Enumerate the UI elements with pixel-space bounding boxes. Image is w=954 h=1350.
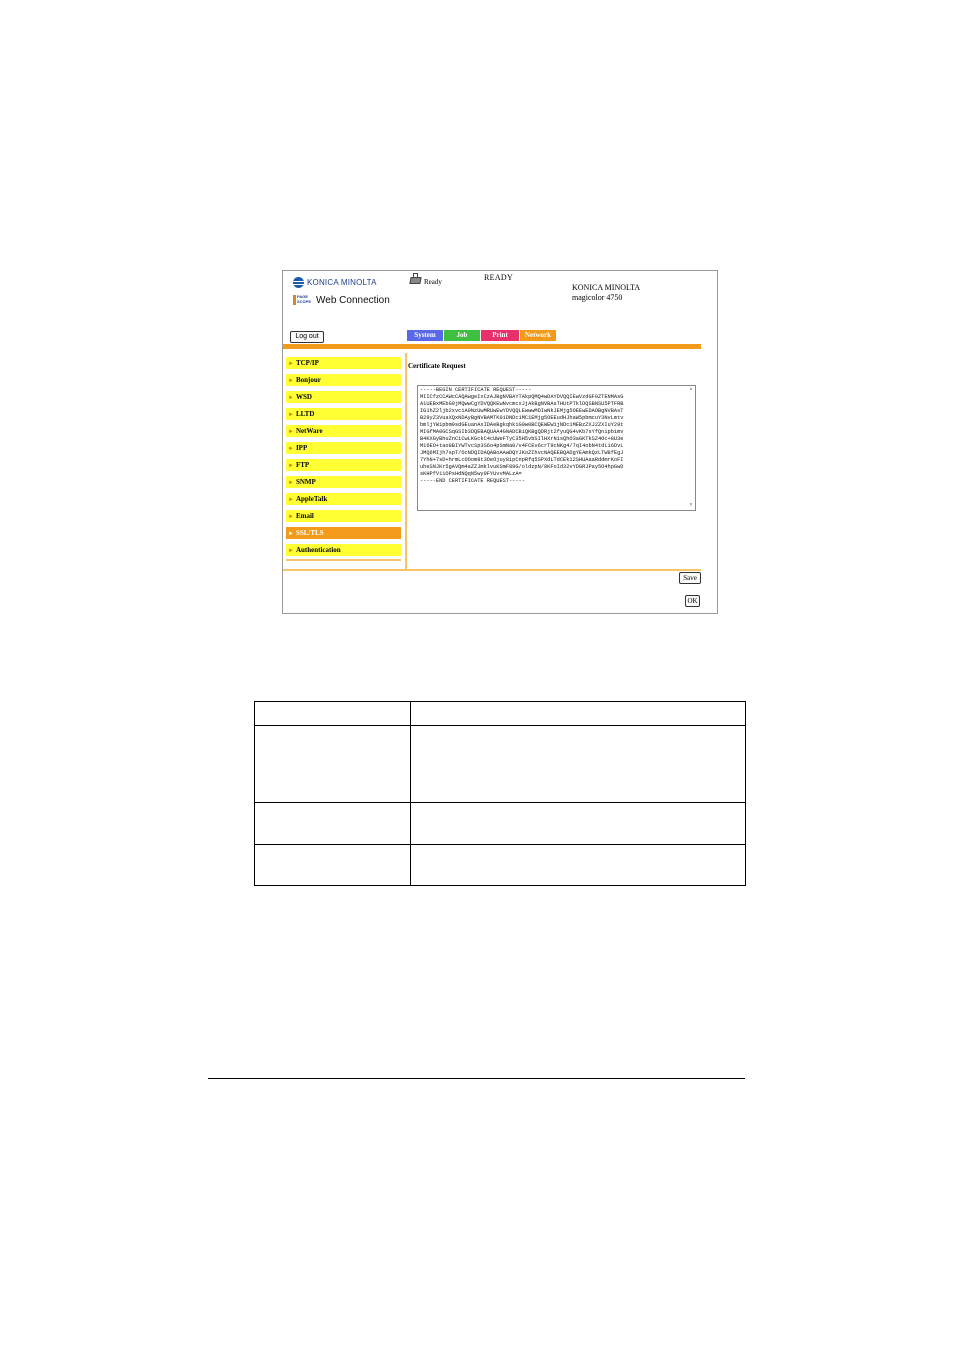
scroll-down-icon[interactable]: ▼	[688, 503, 694, 508]
table-row	[255, 803, 746, 845]
product-name: Web Connection	[316, 294, 390, 306]
printer-status-icon	[409, 273, 422, 286]
cert-line: A1UEBxMEbG9jMQwwCgYDVQQKEwNvcmcxJjAkBgNVBAsTHUtPTklDQSBNSU5PTFRB	[420, 401, 624, 407]
sidebar-item-bonjour[interactable]	[286, 374, 401, 386]
certificate-text	[420, 387, 623, 485]
save-button[interactable]: Save	[679, 572, 701, 584]
brand-name: KONICA MINOLTA	[307, 277, 377, 287]
header-divider	[283, 344, 701, 349]
cert-line: MIGfMA0GCSqGSIb3DQEBAQUAA4GNADCBiQKBgQDRjt2fyuQG4vKb7sYfQnipbimv	[420, 429, 624, 435]
sidebar-item-ftp[interactable]	[286, 459, 401, 471]
status-text: Ready	[424, 277, 442, 286]
sidebar-item-ssl-tls[interactable]	[286, 527, 401, 539]
table-cell	[411, 803, 746, 845]
sidebar-item-label: TCP/IP	[295, 359, 319, 367]
product-logo	[293, 293, 390, 307]
sidebar-item-ipp[interactable]	[286, 442, 401, 454]
sidebar-item-label: NetWare	[295, 427, 323, 435]
web-connection-screenshot	[282, 270, 718, 614]
arrow-right-icon: ►	[288, 548, 294, 554]
panel-status: READY	[484, 273, 514, 282]
device-model: magicolor 4750	[572, 293, 623, 302]
cert-line: sKHPfV11OPsHdNQqN5wy9FYUvvMALzA=	[420, 471, 522, 477]
sidebar-item-label: Email	[295, 512, 314, 520]
sidebar-item-tcpip[interactable]	[286, 357, 401, 369]
arrow-right-icon: ►	[288, 412, 294, 418]
sidebar-item-snmp[interactable]	[286, 476, 401, 488]
cert-line: MIICfzCCAWcCAQAwgeIxCzAJBgNVBAYTAkpQMQ4wDAYDVQQIEwVzdGF0ZTENMAsG	[420, 394, 624, 400]
cert-line: IG1hZ2ljb2xvciA0NzUwMRUwEwYDVQQLEwwwMDIwNkJEMjg5OEEwEDAOBgNVBAsT	[420, 408, 624, 414]
main-tabs	[407, 330, 557, 341]
scroll-up-icon[interactable]: ▲	[688, 387, 694, 392]
table-cell	[255, 726, 411, 803]
certificate-request-textarea[interactable]	[417, 385, 696, 511]
arrow-right-icon: ►	[288, 514, 294, 520]
table-cell	[255, 845, 411, 886]
cert-line: B4KXGyBhuZnCiCwLKGckC4cUWeFTyC35H5vbSIlHXrN1sQhO3aGKTkSZ4Oc+8U3e	[420, 436, 624, 442]
pagescope-mark-line1: PAGE	[297, 294, 309, 299]
sidebar-item-authentication[interactable]	[286, 544, 401, 556]
arrow-right-icon: ►	[288, 463, 294, 469]
sidebar-item-label: SSL/TLS	[295, 529, 324, 537]
device-maker: KONICA MINOLTA	[572, 283, 641, 292]
sidebar-item-appletalk[interactable]	[286, 493, 401, 505]
sidebar-item-label: IPP	[295, 444, 308, 452]
sidebar-item-label: LLTD	[295, 410, 315, 418]
ok-button[interactable]: OK	[685, 595, 700, 607]
tab-network[interactable]: Network	[520, 330, 556, 341]
cert-line: B29yZ3VuaXQxNDAyBgNVBAMTK01DNDc1MC1EMjg5OEEudHJhaW5pbmcuY3NvLmtv	[420, 415, 624, 421]
cert-line: bmljYW1pbm9sdGEuanAxIDAeBgkqhkiG9w0BCQEWEW1jNDc1MEBzZXJ2ZXIuY29t	[420, 422, 624, 428]
sidebar-item-label: Authentication	[295, 546, 341, 554]
settings-description-table	[254, 701, 746, 886]
table-row	[255, 845, 746, 886]
sidebar-divider	[286, 559, 401, 561]
sidebar-item-email[interactable]	[286, 510, 401, 522]
arrow-right-icon: ►	[288, 429, 294, 435]
device-info	[572, 283, 640, 303]
pagescope-mark-line2: SCOPE	[297, 299, 312, 304]
cert-line: -----END CERTIFICATE REQUEST-----	[420, 478, 525, 484]
sidebar-item-label: FTP	[295, 461, 310, 469]
sidebar-item-netware[interactable]	[286, 425, 401, 437]
arrow-right-icon: ►	[288, 378, 294, 384]
arrow-right-icon: ►	[288, 446, 294, 452]
table-cell	[411, 845, 746, 886]
tab-job[interactable]: Job	[444, 330, 480, 341]
sidebar-item-wsd[interactable]	[286, 391, 401, 403]
content-divider	[283, 569, 701, 571]
table-cell	[255, 803, 411, 845]
table-row	[255, 726, 746, 803]
sidebar-item-label: AppleTalk	[295, 495, 328, 503]
cert-line: -----BEGIN CERTIFICATE REQUEST-----	[420, 387, 532, 393]
sidebar-item-label: SNMP	[295, 478, 316, 486]
table-cell	[411, 726, 746, 803]
konica-minolta-globe-icon	[293, 277, 304, 288]
tab-system[interactable]: System	[407, 330, 443, 341]
pagescope-icon	[293, 294, 313, 306]
cert-line: 7YhN+7sD+hrmLcOOom8t3OeOjuy8ipCnpRfq5SPXdLTdCEk12SHUAaaRddmrKoFI	[420, 457, 624, 463]
table-row	[255, 702, 746, 726]
cert-line: uheSNJKr5gAVQm4aZZJmklvuKSmF89G/oldzpN/8KFoId32vYDGRJPay5O4hpGwD	[420, 464, 624, 470]
table-cell	[411, 702, 746, 726]
footer-divider	[208, 1078, 745, 1079]
table-cell	[255, 702, 411, 726]
arrow-right-icon: ►	[288, 497, 294, 503]
arrow-right-icon: ►	[288, 395, 294, 401]
page-title: Certificate Request	[408, 362, 466, 370]
arrow-right-icon: ►	[288, 531, 294, 537]
sidebar-item-label: Bonjour	[295, 376, 321, 384]
logout-button[interactable]: Log out	[290, 331, 324, 343]
cert-line: M16EO+tao8BIYWTvcSp3S6o4pSmNa0/v4FCEv6crT9cNKg4/7qI4obN4tdL16DvL	[420, 443, 624, 449]
sidebar-item-label: WSD	[295, 393, 312, 401]
sidebar-item-lltd[interactable]	[286, 408, 401, 420]
status-indicator	[409, 273, 442, 286]
brand-logo	[293, 276, 377, 288]
sidebar	[283, 353, 407, 569]
cert-line: JMQ6MIjh7spT/OcNDQIDAQABoAAwDQYJKoZIhvcNAQEEBQADgYEAmkQzLTW8fEgJ	[420, 450, 624, 456]
tab-print[interactable]: Print	[481, 330, 519, 341]
arrow-right-icon: ►	[288, 361, 294, 367]
arrow-right-icon: ►	[288, 480, 294, 486]
